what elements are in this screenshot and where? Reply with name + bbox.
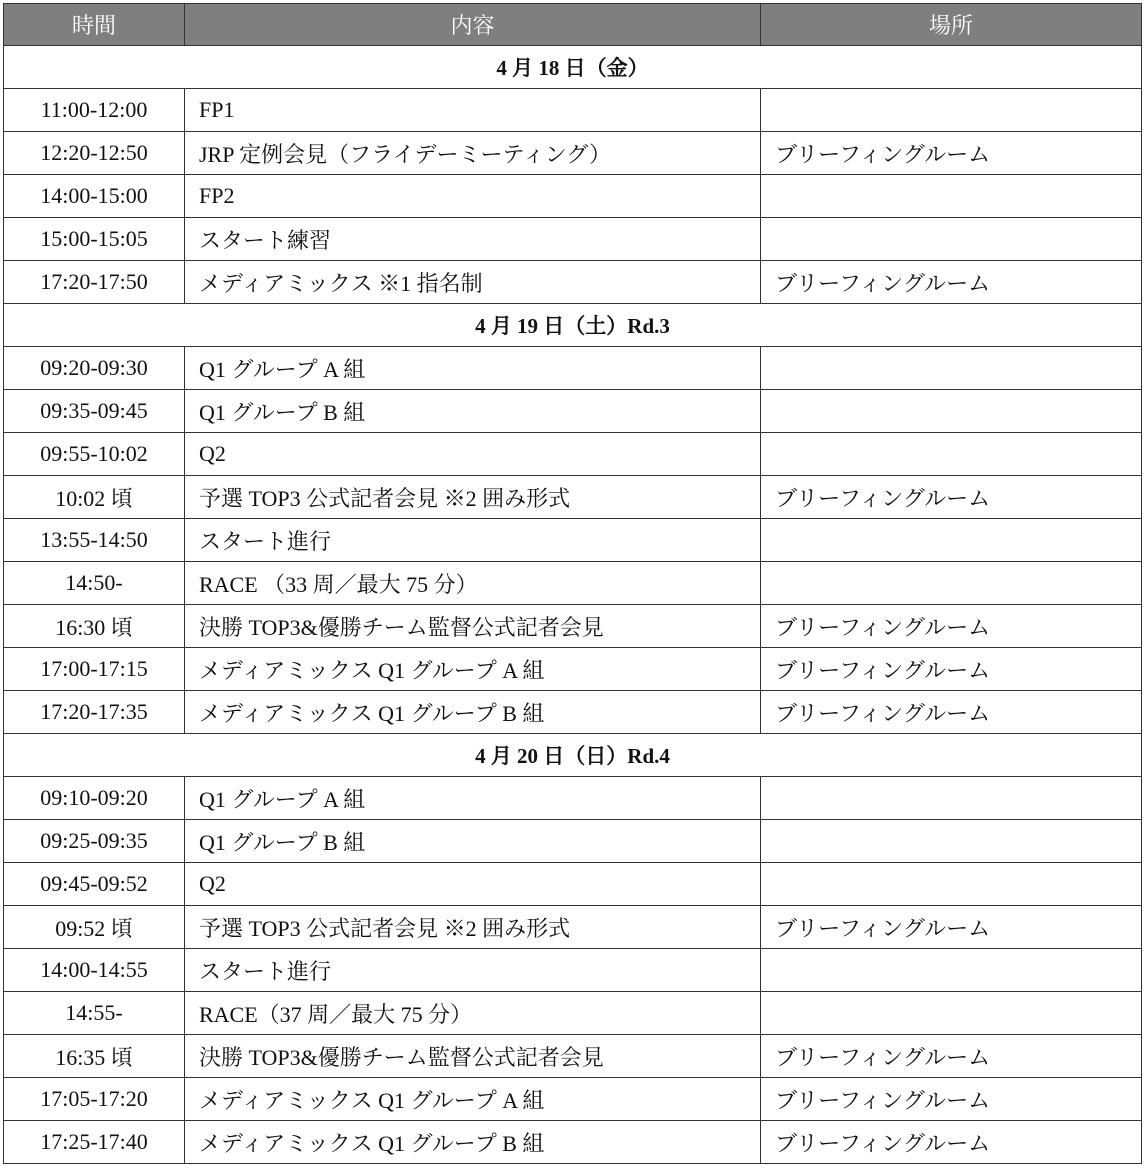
time-cell: 09:35-09:45 [4,390,185,433]
content-cell: 予選 TOP3 公式記者会見 ※2 囲み形式 [185,476,761,519]
day-header-row [4,46,1142,89]
header-content: 内容 [185,4,761,46]
place-cell [761,218,1142,261]
schedule-table [3,3,1142,1164]
content-cell: メディアミックス Q1 グループ A 組 [185,648,761,691]
table-row [4,777,1142,820]
content-cell: Q2 [185,863,761,906]
table-row [4,863,1142,906]
table-row [4,433,1142,476]
content-cell: JRP 定例会見（フライデーミーティング） [185,132,761,175]
time-cell: 13:55-14:50 [4,519,185,562]
place-cell: ブリーフィングルーム [761,1078,1142,1121]
place-cell [761,992,1142,1035]
place-cell [761,433,1142,476]
place-cell: ブリーフィングルーム [761,132,1142,175]
table-body [4,46,1142,1164]
content-cell: メディアミックス ※1 指名制 [185,261,761,304]
place-cell [761,175,1142,218]
content-cell: Q1 グループ A 組 [185,777,761,820]
table-row [4,820,1142,863]
table-row [4,992,1142,1035]
place-cell [761,347,1142,390]
time-cell: 17:00-17:15 [4,648,185,691]
table-row [4,691,1142,734]
table-row [4,949,1142,992]
place-cell [761,390,1142,433]
content-cell: FP1 [185,89,761,132]
content-cell: Q1 グループ B 組 [185,820,761,863]
table-row [4,1078,1142,1121]
time-cell: 14:00-15:00 [4,175,185,218]
content-cell: メディアミックス Q1 グループ B 組 [185,691,761,734]
content-cell: メディアミックス Q1 グループ A 組 [185,1078,761,1121]
table-row [4,648,1142,691]
table-row [4,476,1142,519]
table-row [4,562,1142,605]
content-cell: Q1 グループ B 組 [185,390,761,433]
place-cell: ブリーフィングルーム [761,261,1142,304]
table-row [4,261,1142,304]
time-cell: 09:52 頃 [4,906,185,949]
time-cell: 14:00-14:55 [4,949,185,992]
content-cell: 予選 TOP3 公式記者会見 ※2 囲み形式 [185,906,761,949]
content-cell: RACE（37 周／最大 75 分） [185,992,761,1035]
place-cell: ブリーフィングルーム [761,648,1142,691]
place-cell: ブリーフィングルーム [761,605,1142,648]
table-row [4,906,1142,949]
place-cell: ブリーフィングルーム [761,691,1142,734]
place-cell [761,777,1142,820]
time-cell: 11:00-12:00 [4,89,185,132]
content-cell: スタート進行 [185,519,761,562]
table-row [4,347,1142,390]
time-cell: 14:55- [4,992,185,1035]
content-cell: Q2 [185,433,761,476]
content-cell: メディアミックス Q1 グループ B 組 [185,1121,761,1164]
time-cell: 09:10-09:20 [4,777,185,820]
time-cell: 12:20-12:50 [4,132,185,175]
table-row [4,519,1142,562]
table-row [4,1035,1142,1078]
content-cell: 決勝 TOP3&優勝チーム監督公式記者会見 [185,605,761,648]
time-cell: 16:30 頃 [4,605,185,648]
place-cell: ブリーフィングルーム [761,906,1142,949]
time-cell: 17:25-17:40 [4,1121,185,1164]
place-cell: ブリーフィングルーム [761,1121,1142,1164]
day-header-row [4,304,1142,347]
day-title: 4 月 18 日（金） [4,46,1142,89]
place-cell: ブリーフィングルーム [761,476,1142,519]
time-cell: 09:20-09:30 [4,347,185,390]
table-row [4,132,1142,175]
time-cell: 14:50- [4,562,185,605]
table-row [4,175,1142,218]
day-title: 4 月 19 日（土）Rd.3 [4,304,1142,347]
place-cell [761,820,1142,863]
table-row [4,1121,1142,1164]
content-cell: スタート進行 [185,949,761,992]
place-cell [761,562,1142,605]
time-cell: 09:25-09:35 [4,820,185,863]
content-cell: Q1 グループ A 組 [185,347,761,390]
table-row [4,89,1142,132]
table-row [4,605,1142,648]
place-cell [761,519,1142,562]
time-cell: 17:20-17:50 [4,261,185,304]
time-cell: 15:00-15:05 [4,218,185,261]
table-header [4,4,1142,46]
time-cell: 09:55-10:02 [4,433,185,476]
time-cell: 10:02 頃 [4,476,185,519]
time-cell: 17:20-17:35 [4,691,185,734]
header-time: 時間 [4,4,185,46]
header-place: 場所 [761,4,1142,46]
place-cell [761,863,1142,906]
time-cell: 16:35 頃 [4,1035,185,1078]
table-row [4,390,1142,433]
content-cell: RACE （33 周／最大 75 分） [185,562,761,605]
time-cell: 09:45-09:52 [4,863,185,906]
content-cell: スタート練習 [185,218,761,261]
place-cell [761,89,1142,132]
table-row [4,218,1142,261]
place-cell: ブリーフィングルーム [761,1035,1142,1078]
day-title: 4 月 20 日（日）Rd.4 [4,734,1142,777]
time-cell: 17:05-17:20 [4,1078,185,1121]
place-cell [761,949,1142,992]
content-cell: 決勝 TOP3&優勝チーム監督公式記者会見 [185,1035,761,1078]
day-header-row [4,734,1142,777]
content-cell: FP2 [185,175,761,218]
